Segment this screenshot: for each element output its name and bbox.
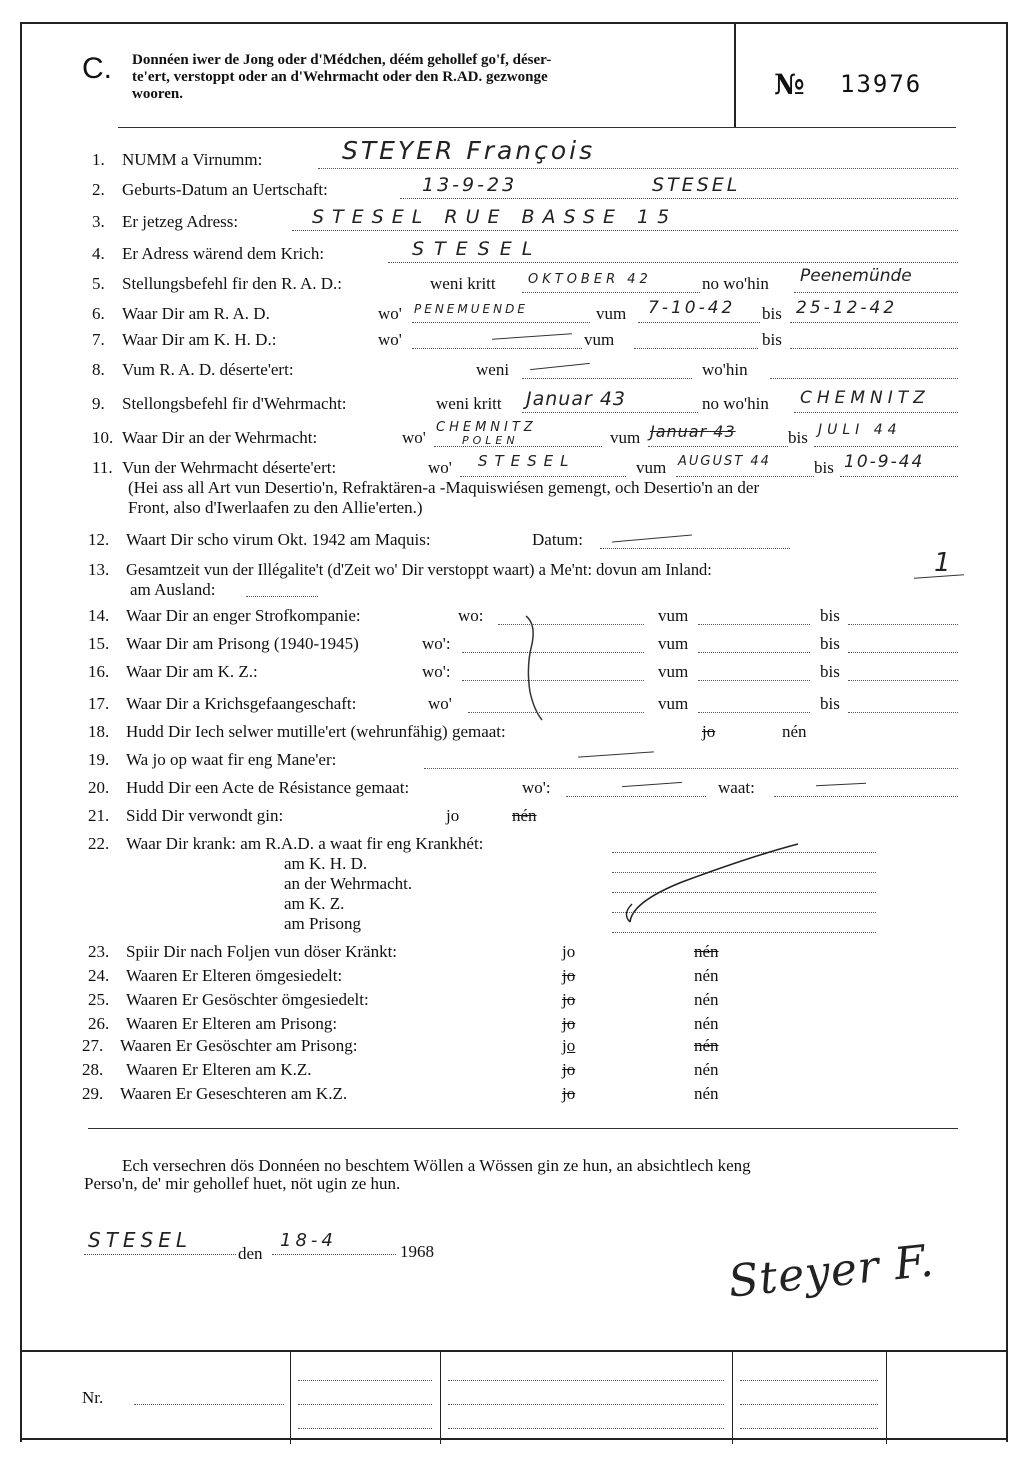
wehrmacht-place-value-2: POLEN [462, 434, 519, 447]
nen-option: nén [694, 942, 719, 961]
footer-top-rule [22, 1350, 1006, 1352]
item-label: Waaren Er Geseschteren am K.Z. [120, 1084, 348, 1103]
nen-option: nén [694, 1014, 719, 1033]
jo-option: jo [702, 722, 716, 741]
item-number: 10. [92, 428, 114, 447]
item-number: 27. [82, 1036, 104, 1055]
inland-months-value: 1 [934, 548, 954, 578]
item-number: 24. [88, 966, 110, 985]
waat-label: waat: [718, 778, 755, 797]
item-number: 15. [88, 634, 110, 653]
jo-option: jo [562, 966, 576, 985]
wo-label: wo' [428, 694, 452, 713]
fill-line [612, 932, 876, 933]
item-label: Waar Dir am R. A. D. [122, 304, 270, 323]
krank-sub-label: am K. Z. [284, 894, 345, 913]
nen-option: nén [782, 722, 807, 741]
footer-col-divider [886, 1350, 887, 1444]
fill-line [318, 168, 958, 169]
wo-label: wo: [458, 606, 484, 625]
form-letter: C. [82, 52, 112, 85]
form-title-line: te'ert, verstoppt oder an d'Wehrmacht oder den R.AD. gezwonge [132, 69, 548, 85]
item-number: 20. [88, 778, 110, 797]
item-number: 4. [92, 244, 105, 263]
strike-mark [816, 783, 866, 787]
weni-label: weni kritt [430, 274, 496, 293]
fill-line [848, 624, 958, 625]
rad-order-date: OKTOBER 42 [528, 272, 652, 287]
fill-line [298, 1380, 432, 1381]
signing-place: STESEL [88, 1228, 193, 1252]
fill-line [848, 652, 958, 653]
vum-label: vum [658, 662, 689, 681]
item-number: 19. [88, 750, 110, 769]
bis-label: bis [820, 662, 840, 681]
form-title [132, 52, 551, 103]
item-number: 17. [88, 694, 110, 713]
datum-label: Datum: [532, 530, 583, 549]
fill-line [388, 262, 958, 263]
fill-line [698, 652, 810, 653]
declaration-text: Ech versechren dös Donnéen no beschtem Wöllen a Wössen gin ze hun, an absichtlech keng [122, 1156, 751, 1175]
item-label: Stellungsbefehl fir den R. A. D.: [122, 274, 343, 293]
strike-mark [578, 751, 654, 757]
wehrmacht-order-date: Januar 43 [526, 388, 627, 410]
rad-from-value: 7-10-42 [648, 298, 736, 318]
form-title-line: Donnéen iwer de Jong oder d'Médchen, déém gehollef go'f, déser- [132, 52, 552, 68]
item-number: 1. [92, 150, 105, 169]
fill-line [460, 476, 626, 477]
desertion-note: (Hei ass all Art vun Desertio'n, Refraktären-a -Maquiswiésen gemengt, och Desertio'n an der [128, 478, 760, 497]
item-label: Waaren Er Elteren am K.Z. [126, 1060, 312, 1079]
fill-line [698, 712, 810, 713]
item-number: 5. [92, 274, 105, 293]
fill-line [698, 624, 810, 625]
fill-line [790, 348, 958, 349]
ausland-label: am Ausland: [130, 580, 216, 599]
signing-date: 18-4 [280, 1230, 337, 1251]
item-label: Sidd Dir verwondt gin: [126, 806, 284, 825]
strike-mark [530, 363, 590, 370]
footer-bottom-rule [22, 1438, 1006, 1440]
fill-line [600, 548, 790, 549]
form-number: 13976 [840, 70, 923, 98]
fill-line [740, 1428, 878, 1429]
rad-to-value: 25-12-42 [796, 298, 898, 318]
item-number: 2. [92, 180, 105, 199]
item-label: Er Adress wärend dem Krich: [122, 244, 325, 263]
wohin-label: no wo'hin [702, 274, 769, 293]
item-number: 8. [92, 360, 105, 379]
birth-place-value: STESEL [652, 174, 741, 196]
item-label: Waar Dir a Krichsgefaangeschaft: [126, 694, 357, 713]
item-number: 16. [88, 662, 110, 681]
item-number: 12. [88, 530, 110, 549]
form-title-line: wooren. [132, 86, 183, 102]
vum-label: vum [596, 304, 627, 323]
fill-line [246, 596, 318, 597]
item-number: 23. [88, 942, 110, 961]
fill-line [522, 378, 692, 379]
fill-line [848, 712, 958, 713]
fill-line [814, 446, 958, 447]
fill-line [462, 680, 644, 681]
desertion-place-value: STESEL [478, 452, 576, 470]
jo-option: jo [562, 1036, 576, 1055]
item-label: Waaren Er Gesöschter ömgesiedelt: [126, 990, 369, 1009]
fill-line [522, 292, 700, 293]
vum-label: vum [658, 694, 689, 713]
item-label: Hudd Dir een Acte de Résistance gemaat: [126, 778, 410, 797]
fill-line [790, 322, 958, 323]
fill-line [272, 1254, 396, 1255]
number-symbol: № [774, 68, 805, 101]
vum-label: vum [658, 606, 689, 625]
fill-line [840, 476, 958, 477]
jo-option: jo [562, 1014, 576, 1033]
krank-sub-label: an der Wehrmacht. [284, 874, 413, 893]
item-number: 9. [92, 394, 105, 413]
strike-mark [492, 333, 572, 340]
footer-col-divider [732, 1350, 733, 1444]
war-address-value: STESEL [412, 238, 543, 260]
fill-line [448, 1404, 724, 1405]
section-rule [88, 1128, 958, 1129]
den-label: den [238, 1244, 263, 1263]
fill-line [292, 230, 958, 231]
fill-line [794, 412, 958, 413]
vum-label: vum [658, 634, 689, 653]
fill-line [298, 1428, 432, 1429]
item-number: 29. [82, 1084, 104, 1103]
item-number: 11. [92, 458, 113, 477]
weni-label: weni kritt [436, 394, 502, 413]
item-number: 26. [88, 1014, 110, 1033]
header-rule [118, 127, 956, 128]
form-sheet [20, 22, 1008, 1442]
wo-label: wo' [402, 428, 426, 447]
item-number: 18. [88, 722, 110, 741]
wehrmacht-place-value: CHEMNITZ [436, 420, 537, 435]
desertion-note: Front, also d'Iwerlaafen zu den Allie'erten.) [128, 498, 423, 517]
declaration-text: Perso'n, de' mir gehollef huet, nöt ugin ze hun. [84, 1174, 401, 1193]
wo-label: wo': [522, 778, 551, 797]
bis-label: bis [820, 694, 840, 713]
fill-line [774, 796, 958, 797]
jo-option: jo [562, 990, 576, 1009]
fill-line [424, 768, 958, 769]
item-label: Waar Dir am K. Z.: [126, 662, 258, 681]
item-label: Waart Dir scho virum Okt. 1942 am Maquis: [126, 530, 431, 549]
fill-line [134, 1404, 284, 1405]
bis-label: bis [762, 330, 782, 349]
item-number: 21. [88, 806, 110, 825]
fill-line [848, 680, 958, 681]
desertion-to-value: 10-9-44 [844, 452, 925, 472]
fill-line [698, 680, 810, 681]
fill-line [676, 476, 814, 477]
fill-line [634, 348, 758, 349]
wo-label: wo' [428, 458, 452, 477]
footer-nr-label: Nr. [82, 1388, 104, 1407]
desertion-from-value: AUGUST 44 [678, 454, 771, 469]
nen-option: nén [694, 1084, 719, 1103]
jo-option: jo [562, 1060, 576, 1079]
fill-line [648, 446, 788, 447]
weni-label: weni [476, 360, 510, 379]
item-label: Spiir Dir nach Foljen vun döser Kränkt: [126, 942, 398, 961]
fill-line [400, 198, 958, 199]
item-number: 25. [88, 990, 110, 1009]
item-label: NUMM a Virnumm: [122, 150, 263, 169]
rad-place-value: PENEMUENDE [414, 302, 528, 316]
jo-option: jo [562, 1084, 576, 1103]
fill-line [740, 1380, 878, 1381]
bis-label: bis [814, 458, 834, 477]
item-label: Waaren Er Gesöschter am Prisong: [120, 1036, 358, 1055]
nen-option: nén [512, 806, 537, 825]
fill-line [298, 1404, 432, 1405]
nen-option: nén [694, 1036, 719, 1055]
item-label: Waar Dir am K. H. D.: [122, 330, 277, 349]
fill-line [468, 712, 644, 713]
fill-line [638, 322, 760, 323]
fill-line [566, 796, 706, 797]
wohin-label: wo'hin [702, 360, 748, 379]
fill-line [412, 322, 590, 323]
item-number: 13. [88, 560, 110, 579]
fill-line [84, 1254, 236, 1255]
jo-option: jo [446, 806, 460, 825]
nen-option: nén [694, 990, 719, 1009]
signing-year: 1968 [400, 1242, 434, 1261]
wohin-label: no wo'hin [702, 394, 769, 413]
fill-line [522, 412, 698, 413]
fill-line [412, 348, 582, 349]
fill-line [448, 1428, 724, 1429]
wehrmacht-from-value: Januar 43 [650, 422, 736, 441]
header-divider [734, 24, 736, 128]
wo-label: wo': [422, 634, 451, 653]
strike-mark [622, 782, 682, 787]
strike-mark [612, 535, 692, 543]
item-label: Waar Dir an der Wehrmacht: [122, 428, 318, 447]
bis-label: bis [788, 428, 808, 447]
wehrmacht-order-place: CHEMNITZ [800, 388, 930, 408]
handwritten-signature: Steyer F. [725, 1235, 937, 1308]
item-number: 22. [88, 834, 110, 853]
item-label: Wa jo op waat fir eng Mane'er: [126, 750, 337, 769]
vum-label: vum [636, 458, 667, 477]
strike-diagonal-mark [612, 842, 802, 926]
item-label: Waar Dir krank: am R.A.D. a waat fir eng Krankhét: [126, 834, 484, 853]
fill-line [462, 652, 644, 653]
vum-label: vum [610, 428, 641, 447]
wehrmacht-to-value: JULI 44 [818, 422, 902, 438]
current-address-value: STESEL RUE BASSE 15 [312, 206, 678, 228]
item-label: Geburts-Datum an Uertschaft: [122, 180, 328, 199]
item-number: 3. [92, 212, 105, 231]
fill-line [794, 292, 958, 293]
wo-label: wo' [378, 330, 402, 349]
wo-label: wo' [378, 304, 402, 323]
item-label: Gesamtzeit vun der Illégalite't (d'Zeit wo' Dir verstoppt waart) a Me'nt: dovun am Inland: [126, 560, 712, 579]
item-label: Vum R. A. D. déserte'ert: [122, 360, 294, 379]
footer-col-divider [440, 1350, 441, 1444]
krank-sub-label: am Prisong [284, 914, 361, 933]
rad-order-place: Peenemünde [800, 266, 912, 286]
item-label: Vun der Wehrmacht déserte'ert: [122, 458, 337, 477]
nen-option: nén [694, 966, 719, 985]
fill-line [448, 1380, 724, 1381]
bracket-mark [518, 614, 548, 724]
item-label: Waar Dir an enger Strofkompanie: [126, 606, 361, 625]
item-label: Hudd Dir Iech selwer mutille'ert (wehrunfähig) gemaat: [126, 722, 506, 741]
krank-sub-label: am K. H. D. [284, 854, 368, 873]
item-label: Waaren Er Elteren am Prisong: [126, 1014, 338, 1033]
item-number: 7. [92, 330, 105, 349]
wo-label: wo': [422, 662, 451, 681]
item-number: 6. [92, 304, 105, 323]
name-value: STEYER François [342, 136, 596, 165]
item-label: Waaren Er Elteren ömgesiedelt: [126, 966, 343, 985]
footer-col-divider [290, 1350, 291, 1444]
item-number: 28. [82, 1060, 104, 1079]
item-number: 14. [88, 606, 110, 625]
bis-label: bis [820, 606, 840, 625]
fill-line [740, 1404, 878, 1405]
item-label: Er jetzeg Adress: [122, 212, 239, 231]
item-label: Waar Dir am Prisong (1940-1945) [126, 634, 359, 653]
bis-label: bis [820, 634, 840, 653]
item-label: Stellongsbefehl fir d'Wehrmacht: [122, 394, 347, 413]
birth-date-value: 13-9-23 [422, 174, 518, 196]
jo-option: jo [562, 942, 576, 961]
fill-line [770, 378, 958, 379]
vum-label: vum [584, 330, 615, 349]
bis-label: bis [762, 304, 782, 323]
nen-option: nén [694, 1060, 719, 1079]
